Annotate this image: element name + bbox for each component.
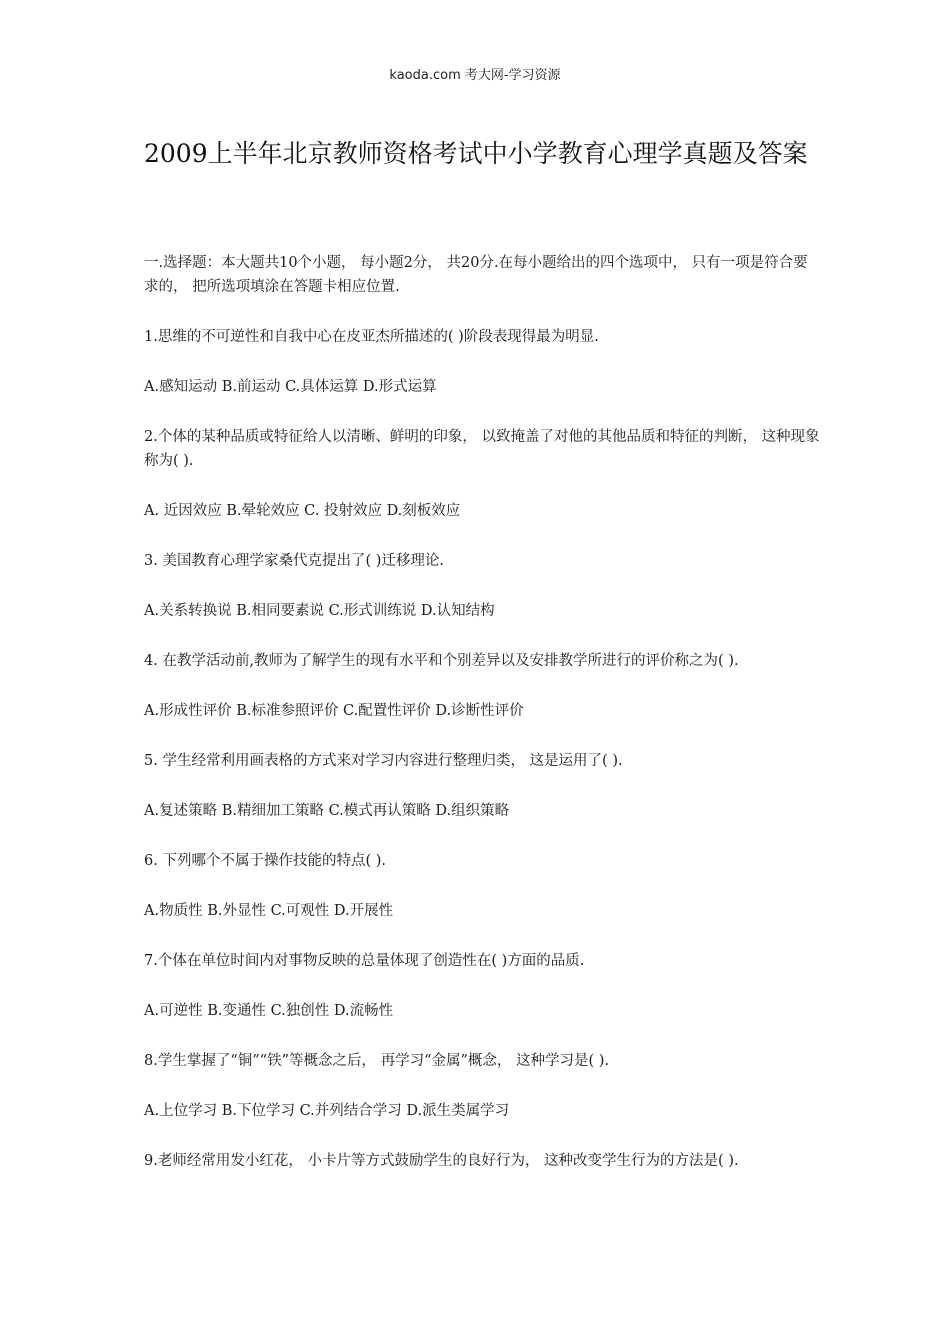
question-7: 7.个体在单位时间内对事物反映的总量体现了创造性在( )方面的品质. [144,953,585,969]
question-8: 8.学生掌握了“铜”“铁”等概念之后， 再学习“金属”概念， 这种学习是( ). [144,1053,610,1069]
options-3: A.关系转换说 B.相同要素说 C.形式训练说 D.认知结构 [144,603,495,619]
document-body [144,251,820,1199]
question-3: 3. 美国教育心理学家桑代克提出了( )迁移理论. [144,553,444,569]
options-1: A.感知运动 B.前运动 C.具体运算 D.形式运算 [144,379,437,395]
options-7: A.可逆性 B.变通性 C.独创性 D.流畅性 [144,1003,394,1019]
question-9: 9.老师经常用发小红花， 小卡片等方式鼓励学生的良好行为， 这种改变学生行为的方法是( ). [144,1153,739,1169]
options-5: A.复述策略 B.精细加工策略 C.模式再认策略 D.组织策略 [144,803,510,819]
page-header: kaoda.com 考大网-学习资源 [389,68,561,83]
question-6: 6. 下列哪个不属于操作技能的特点( ). [144,853,386,869]
question-4: 4. 在教学活动前,教师为了解学生的现有水平和个别差异以及安排教学所进行的评价称之为( ). [144,653,739,669]
document-title: 2009上半年北京教师资格考试中小学教育心理学真题及答案 [144,139,808,168]
section-instructions: 一.选择题：本大题共10个小题， 每小题2分， 共20分.在每小题给出的四个选项中， 只有一项是符合要求的， 把所选项填涂在答题卡相应位置. [144,255,808,295]
question-2: 2.个体的某种品质或特征给人以清晰、鲜明的印象， 以致掩盖了对他的其他品质和特征的判断， 这种现象称为( ). [144,429,820,469]
question-1: 1.思维的不可逆性和自我中心在皮亚杰所描述的( )阶段表现得最为明显. [144,329,599,345]
question-5: 5. 学生经常利用画表格的方式来对学习内容进行整理归类， 这是运用了( ). [144,753,623,769]
options-6: A.物质性 B.外显性 C.可观性 D.开展性 [144,903,394,919]
options-4: A.形成性评价 B.标准参照评价 C.配置性评价 D.诊断性评价 [144,703,524,719]
options-8: A.上位学习 B.下位学习 C.并列结合学习 D.派生类属学习 [144,1103,510,1119]
options-2: A. 近因效应 B.晕轮效应 C. 投射效应 D.刻板效应 [144,503,461,519]
